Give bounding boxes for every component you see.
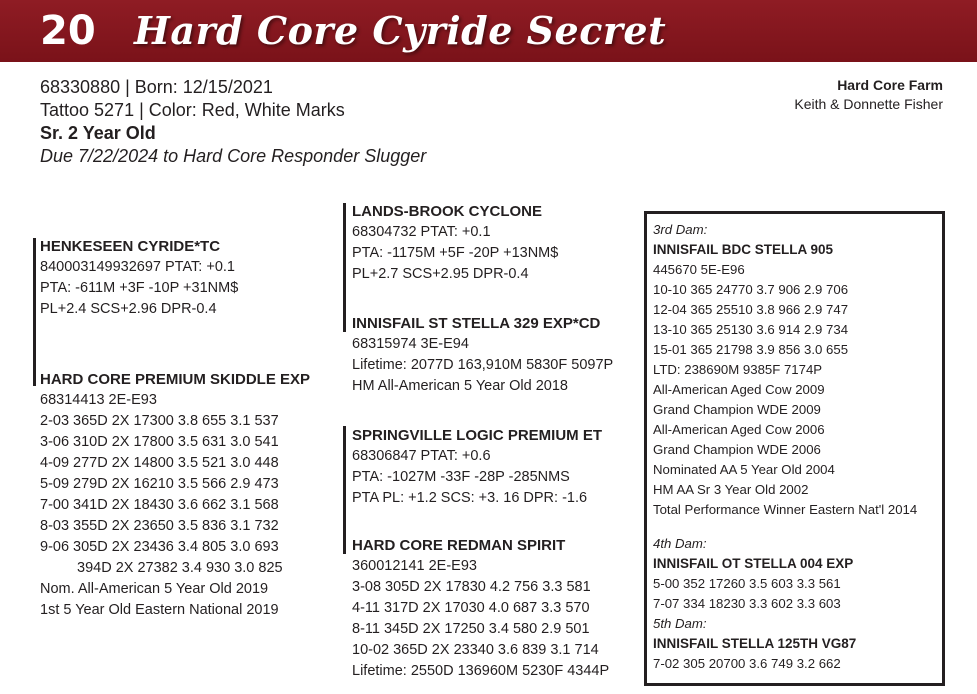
dams-dam-line: 10-02 365D 2X 23340 3.6 839 3.1 714 (352, 642, 599, 658)
animal-title: Hard Core Cyride Secret (134, 8, 667, 53)
dam-honor: Nom. All-American 5 Year Old 2019 (40, 581, 269, 597)
fourth-dam-line: 7-07 334 18230 3.3 602 3.3 603 (653, 596, 841, 611)
extended-dams-box (644, 211, 945, 686)
due-date: Due 7/22/2024 to Hard Core Responder Slugger (40, 146, 427, 166)
dams-dam-line: 8-11 345D 2X 17250 3.4 580 2.9 501 (352, 621, 590, 637)
sires-dam-block (352, 313, 613, 397)
third-dam-line: LTD: 238690M 9385F 7174P (653, 362, 823, 377)
dam-line: 4-09 277D 2X 14800 3.5 521 3.0 448 (40, 455, 279, 471)
third-dam-line: Grand Champion WDE 2006 (653, 442, 821, 457)
fourth-dam-name: INNISFAIL OT STELLA 004 EXP (653, 556, 854, 571)
header-banner (0, 0, 977, 62)
third-dam-line: 10-10 365 24770 3.7 906 2.9 706 (653, 282, 849, 297)
dam-line: 7-00 341D 2X 18430 3.6 662 3.1 568 (40, 497, 279, 513)
third-dam-line: Total Performance Winner Eastern Nat'l 2014 (653, 502, 918, 517)
sires-dam-name: INNISFAIL ST STELLA 329 EXP*CD (352, 315, 601, 332)
pedigree-bar-dam (343, 426, 346, 554)
sires-dam-line: HM All-American 5 Year Old 2018 (352, 378, 568, 394)
dams-dam-line: Lifetime: 2550D 136960M 5230F 4344P (352, 663, 610, 679)
animal-info (40, 76, 426, 168)
id-born: 68330880 | Born: 12/15/2021 (40, 77, 273, 97)
dams-sire-line: 68306847 PTAT: +0.6 (352, 448, 491, 464)
sires-sire-line: PTA: -1175M +5F -20P +13NM$ (352, 245, 559, 261)
owner-names: Keith & Donnette Fisher (794, 96, 943, 112)
sire-block (40, 236, 238, 320)
third-dam-line: 445670 5E-E96 (653, 262, 745, 277)
dams-sire-name: SPRINGVILLE LOGIC PREMIUM ET (352, 427, 603, 444)
dams-dam-line: 360012141 2E-E93 (352, 558, 477, 574)
sire-line: 840003149932697 PTAT: +0.1 (40, 259, 235, 275)
dams-dam-block (352, 535, 609, 682)
third-dam-line: HM AA Sr 3 Year Old 2002 (653, 482, 809, 497)
dam-line: 3-06 310D 2X 17800 3.5 631 3.0 541 (40, 434, 279, 450)
dam-line: 394D 2X 27382 3.4 930 3.0 825 (77, 560, 283, 576)
sires-dam-line: Lifetime: 2077D 163,910M 5830F 5097P (352, 357, 614, 373)
dam-line: 8-03 355D 2X 23650 3.5 836 3.1 732 (40, 518, 279, 534)
third-dam-line: All-American Aged Cow 2006 (653, 422, 825, 437)
spacer (653, 520, 917, 534)
fourth-dam-line: 5-00 352 17260 3.5 603 3.3 561 (653, 576, 841, 591)
sires-sire-name: LANDS-BROOK CYCLONE (352, 203, 542, 220)
third-dam-line: Nominated AA 5 Year Old 2004 (653, 462, 835, 477)
consignor (794, 76, 943, 114)
dam-line: 5-09 279D 2X 16210 3.5 566 2.9 473 (40, 476, 279, 492)
third-dam-line: 12-04 365 25510 3.8 966 2.9 747 (653, 302, 849, 317)
dams-sire-line: PTA: -1027M -33F -28P -285NMS (352, 469, 570, 485)
dam-line: 68314413 2E-E93 (40, 392, 157, 408)
dam-honor: 1st 5 Year Old Eastern National 2019 (40, 602, 279, 618)
fourth-dam-label: 4th Dam: (653, 536, 707, 551)
dams-dam-name: HARD CORE REDMAN SPIRIT (352, 537, 566, 554)
dams-dam-line: 3-08 305D 2X 17830 4.2 756 3.3 581 (352, 579, 591, 595)
third-dam-line: All-American Aged Cow 2009 (653, 382, 825, 397)
third-dam-line: 15-01 365 21798 3.9 856 3.0 655 (653, 342, 849, 357)
third-dam-name: INNISFAIL BDC STELLA 905 (653, 242, 834, 257)
sire-name: HENKESEEN CYRIDE*TC (40, 238, 221, 255)
dams-dam-line: 4-11 317D 2X 17030 4.0 687 3.3 570 (352, 600, 590, 616)
age-class: Sr. 2 Year Old (40, 123, 156, 143)
dam-block (40, 369, 310, 621)
lot-number: 20 (40, 8, 96, 54)
sires-sire-line: 68304732 PTAT: +0.1 (352, 224, 491, 240)
sires-sire-line: PL+2.7 SCS+2.95 DPR-0.4 (352, 266, 529, 282)
dam-name: HARD CORE PREMIUM SKIDDLE EXP (40, 371, 311, 388)
tattoo-color: Tattoo 5271 | Color: Red, White Marks (40, 100, 345, 120)
sire-line: PTA: -611M +3F -10P +31NM$ (40, 280, 239, 296)
third-dam-label: 3rd Dam: (653, 222, 708, 237)
dam-line: 2-03 365D 2X 17300 3.8 655 3.1 537 (40, 413, 279, 429)
third-dam-line: 13-10 365 25130 3.6 914 2.9 734 (653, 322, 849, 337)
fifth-dam-name: INNISFAIL STELLA 125TH VG87 (653, 636, 857, 651)
fifth-dam-line: 7-02 305 20700 3.6 749 3.2 662 (653, 656, 841, 671)
dam-line: 9-06 305D 2X 23436 3.4 805 3.0 693 (40, 539, 279, 555)
fifth-dam-label: 5th Dam: (653, 616, 707, 631)
third-dam-line: Grand Champion WDE 2009 (653, 402, 821, 417)
pedigree-bar-left (33, 238, 36, 386)
sires-sire-block (352, 201, 558, 285)
dams-sire-line: PTA PL: +1.2 SCS: +3. 16 DPR: -1.6 (352, 490, 588, 506)
dams-sire-block (352, 425, 602, 509)
sires-dam-line: 68315974 3E-E94 (352, 336, 469, 352)
pedigree-bar-sire (343, 203, 346, 332)
sire-line: PL+2.4 SCS+2.96 DPR-0.4 (40, 301, 217, 317)
farm-name: Hard Core Farm (837, 77, 943, 93)
